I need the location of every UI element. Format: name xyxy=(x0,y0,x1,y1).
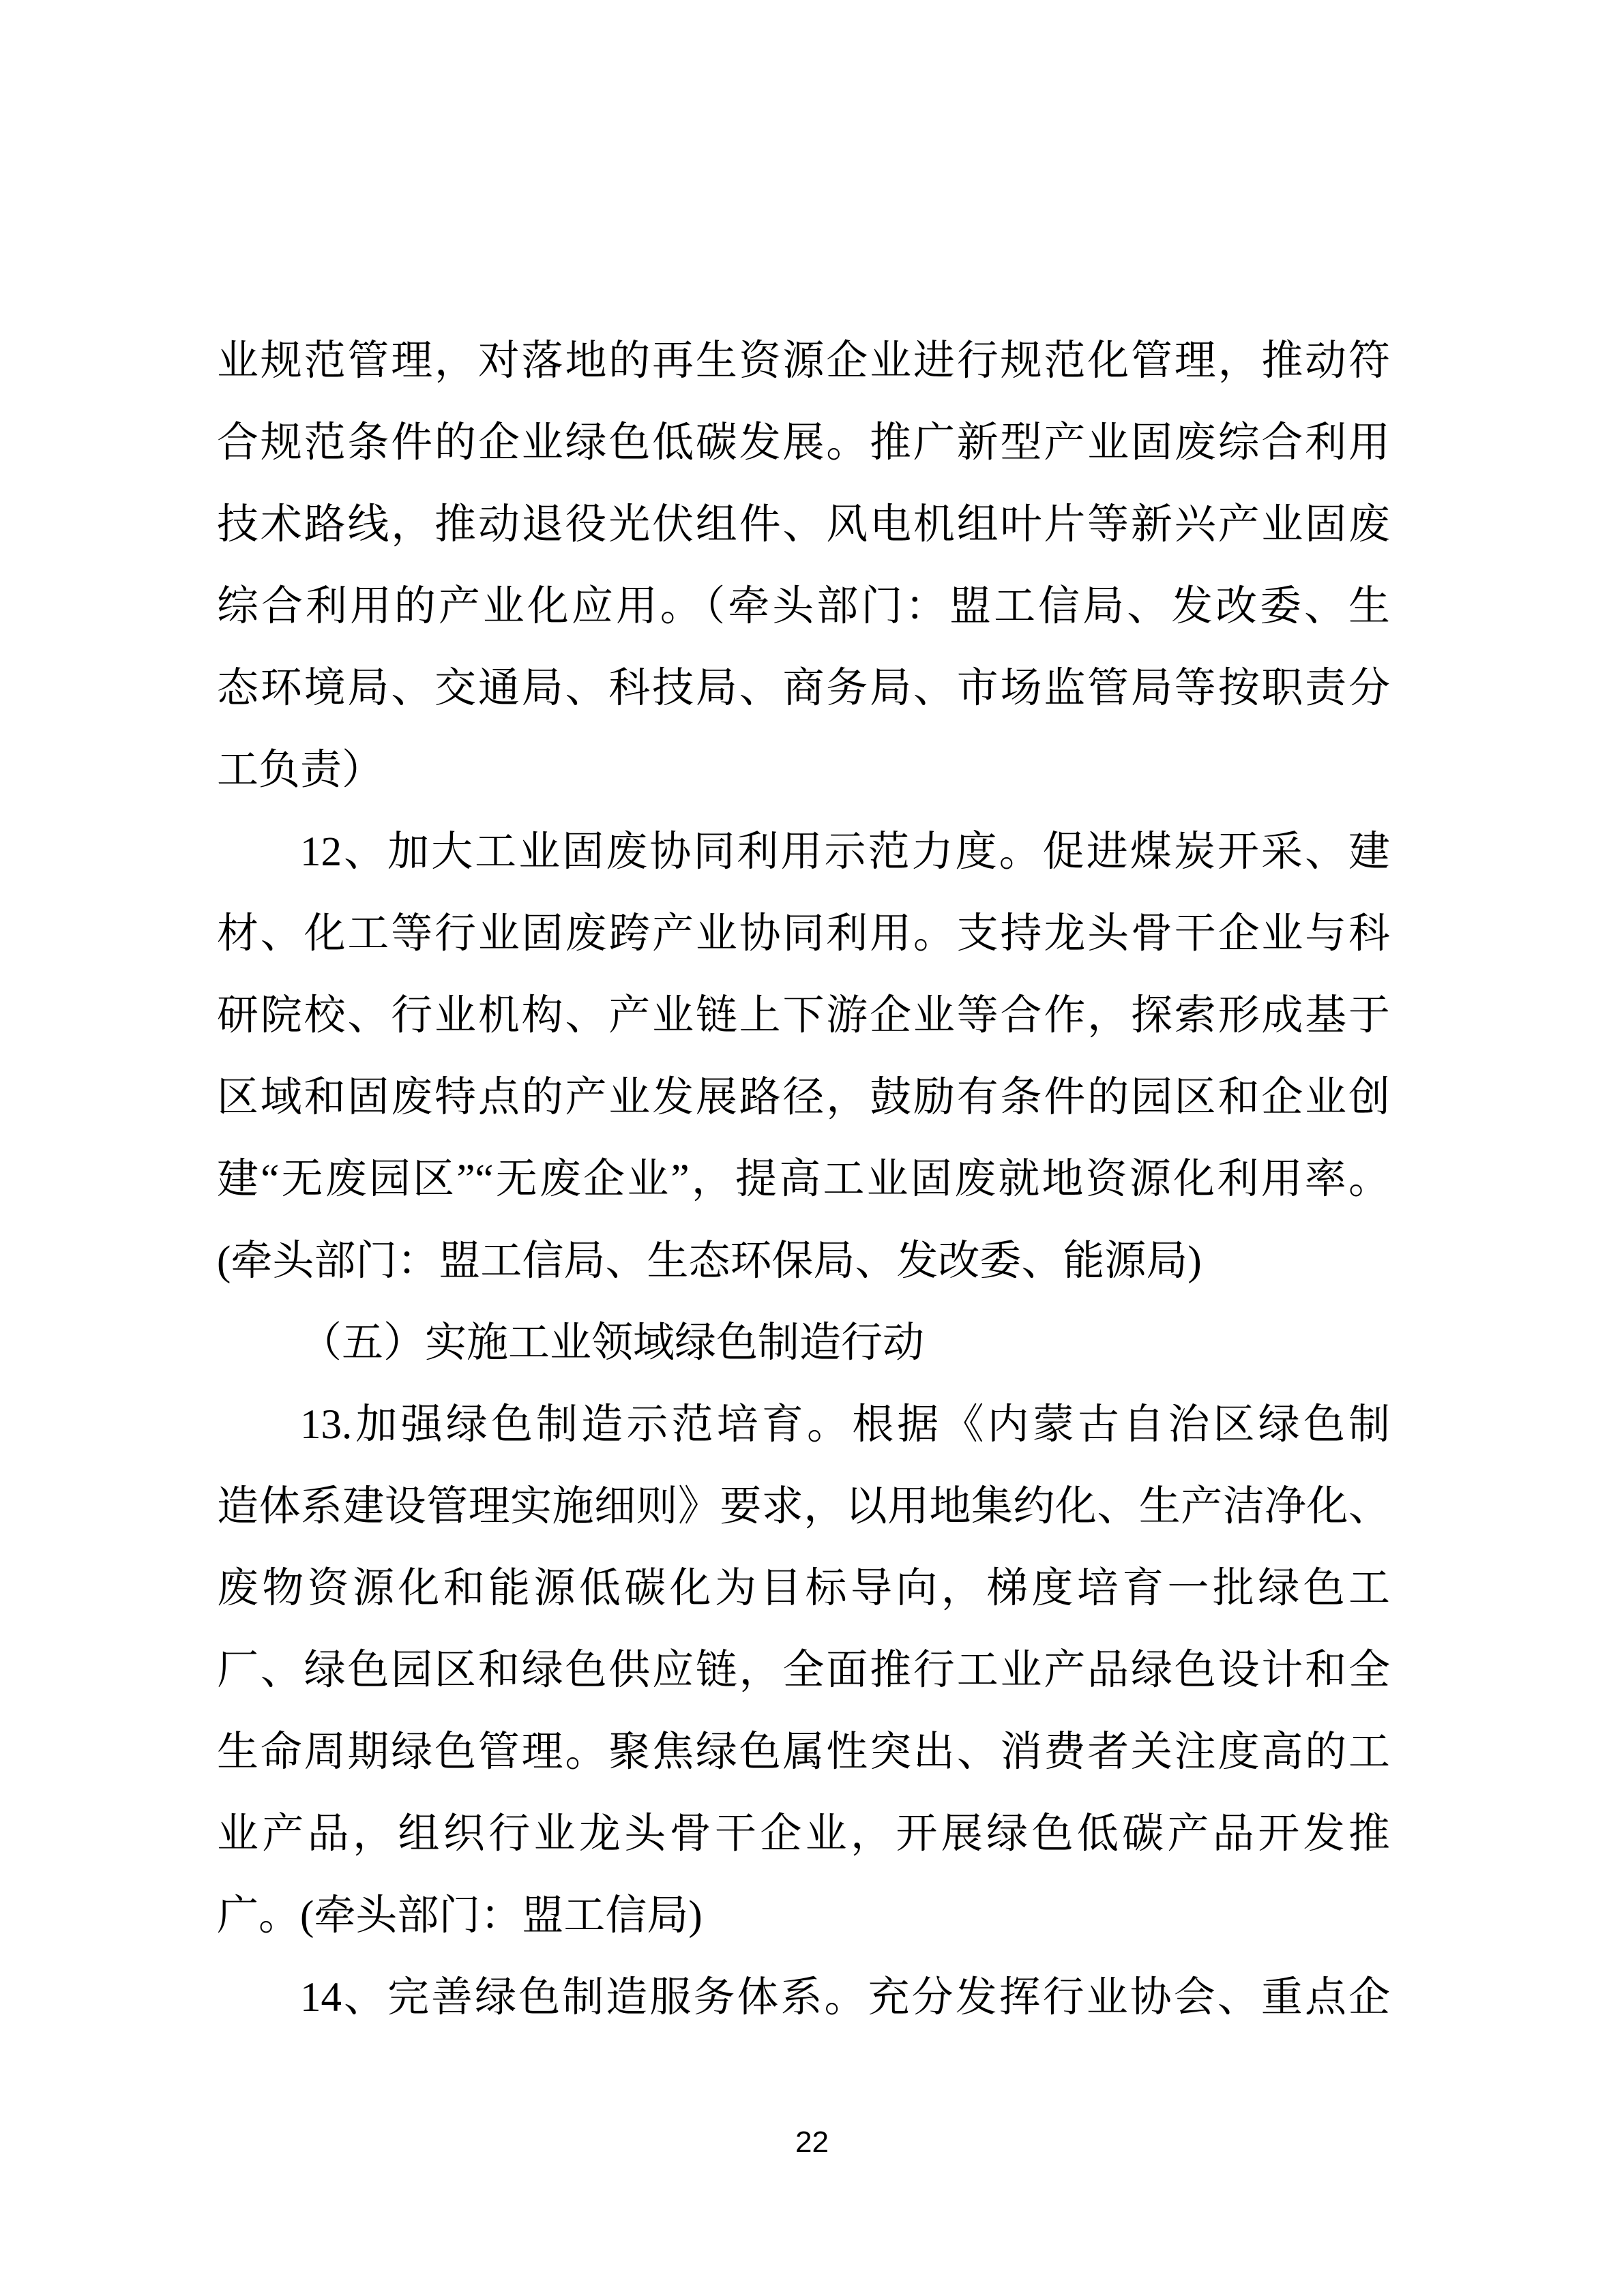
text-line: 区域和固废特点的产业发展路径，鼓励有条件的园区和企业创 xyxy=(217,1075,1390,1120)
text-line: 生命周期绿色管理。聚焦绿色属性突出、消费者关注度高的工 xyxy=(217,1729,1390,1775)
text-line: 综合利用的产业化应用。（牵头部门：盟工信局、发改委、生 xyxy=(217,584,1390,629)
text-line: 合规范条件的企业绿色低碳发展。推广新型产业固废综合利用 xyxy=(217,420,1390,466)
text-line: 业产品，组织行业龙头骨干企业，开展绿色低碳产品开发推 xyxy=(217,1811,1390,1857)
text-line: （五）实施工业领域绿色制造行动 xyxy=(300,1320,925,1366)
text-line: 材、化工等行业固废跨产业协同利用。支持龙头骨干企业与科 xyxy=(217,911,1390,957)
text-line: 建“无废园区”“无废企业”，提高工业固废就地资源化利用率。 xyxy=(217,1157,1390,1202)
text-line: 14、完善绿色制造服务体系。充分发挥行业协会、重点企 xyxy=(300,1975,1390,2021)
text-line: 13.加强绿色制造示范培育。根据《内蒙古自治区绿色制 xyxy=(300,1402,1390,1448)
text-line: 广。(牵头部门：盟工信局) xyxy=(217,1893,703,1939)
text-line: (牵头部门：盟工信局、生态环保局、发改委、能源局) xyxy=(217,1238,1202,1284)
page-number: 22 xyxy=(795,2126,829,2159)
text-line: 研院校、行业机构、产业链上下游企业等合作，探索形成基于 xyxy=(217,993,1390,1039)
text-line: 工负责） xyxy=(217,747,384,793)
text-line: 12、加大工业固废协同利用示范力度。促进煤炭开采、建 xyxy=(300,829,1390,875)
text-line: 技术路线，推动退役光伏组件、风电机组叶片等新兴产业固废 xyxy=(217,502,1390,548)
text-line: 业规范管理，对落地的再生资源企业进行规范化管理，推动符 xyxy=(217,338,1390,384)
document-body xyxy=(217,320,1390,2039)
text-line: 态环境局、交通局、科技局、商务局、市场监管局等按职责分 xyxy=(217,666,1390,711)
text-line: 厂、绿色园区和绿色供应链，全面推行工业产品绿色设计和全 xyxy=(217,1648,1390,1693)
text-line: 废物资源化和能源低碳化为目标导向，梯度培育一批绿色工 xyxy=(217,1566,1390,1611)
text-line: 造体系建设管理实施细则》要求，以用地集约化、生产洁净化、 xyxy=(217,1484,1390,1530)
